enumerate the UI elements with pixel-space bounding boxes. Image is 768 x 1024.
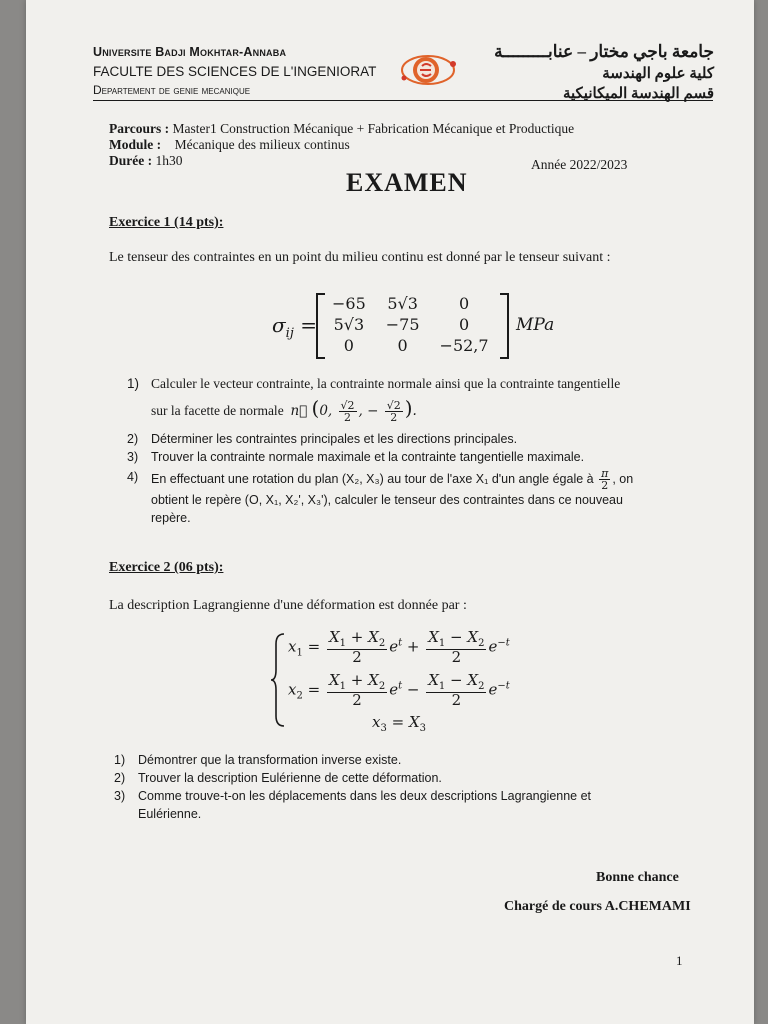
stress-matrix	[322, 293, 499, 356]
university-logo-icon	[396, 48, 460, 94]
faculty-name-ar: كلية علوم الهندسة	[602, 66, 714, 82]
question-1: 1) Démontrer que la transformation inverse existe.	[114, 753, 402, 767]
matrix-cell: −75	[385, 315, 420, 334]
course-info	[109, 121, 574, 169]
matrix-cell: −52,7	[439, 336, 489, 355]
question-2: 2) Trouver la description Eulérienne de cette déformation.	[114, 771, 442, 785]
question-1-text-b: sur la facette de normale	[151, 403, 284, 418]
question-3: 3) Trouver la contrainte normale maximale et la contrainte tangentielle maximale.	[127, 450, 585, 464]
university-name-ar: جامعة باجي مختار – عنابـــــــــة	[494, 42, 714, 61]
matrix-cell: 5√3	[333, 315, 365, 334]
angle-pi-over-2: $\frac{\pi}{2}$	[601, 467, 609, 492]
sigma-symbol: σ	[272, 313, 286, 337]
stress-unit: MPa	[516, 315, 555, 335]
department-name-ar: قسم الهندسة الميكانيكية	[562, 86, 714, 102]
module-line	[109, 137, 574, 153]
question-1: 1) Calculer le vecteur contrainte, la contrainte normale ainsi que la contrainte tangentielle sur la facette de normale n⃗ (0, $\frac{√2}{2}$ , − $\frac{√2}{2}$ ).	[127, 376, 621, 424]
question-4-text-a: En effectuant une rotation du plan (X₂, X₃) au tour de l'axe X₁ d'un angle égale à	[151, 471, 594, 486]
academic-year: Année 2022/2023	[531, 157, 628, 172]
question-3: 3) Comme trouve-t-on les déplacements dans les deux descriptions Lagrangienne et Eulérienne.	[114, 789, 592, 821]
duree-line	[109, 153, 574, 169]
equation-x3: $x_3 = X_3$	[372, 713, 427, 734]
exercise-1-questions-cont	[109, 430, 709, 527]
course-instructor: Chargé de cours A.CHEMAMI	[504, 899, 691, 914]
exercise-2-heading: Exercice 2 (06 pts):	[109, 560, 224, 575]
department-name-fr: Departement de genie mecanique	[93, 83, 251, 97]
matrix-cell: 0	[397, 336, 408, 355]
parcours-value: Master1 Construction Mécanique + Fabrication Mécanique et Productique	[172, 121, 575, 136]
question-2-text: Déterminer les contraintes principales et les directions principales.	[151, 432, 518, 446]
sigma-subscript: ij	[285, 326, 294, 341]
normal-vector: n⃗ (0, $\frac{√2}{2}$ , − $\frac{√2}{2}$ ).	[290, 396, 417, 424]
question-4-text-d: repère.	[151, 511, 191, 525]
ex2-question-3-text-b: Eulérienne.	[138, 807, 202, 821]
parcours-line	[109, 121, 574, 137]
matrix-row	[322, 335, 499, 356]
ex2-question-1-text: Démontrer que la transformation inverse existe.	[138, 753, 402, 767]
duree-value: 1h30	[155, 153, 183, 168]
matrix-cell: 0	[458, 294, 470, 313]
question-4-text-c: obtient le repère (O, X₁, X₂', X₃'), calculer le tenseur des contraintes dans ce nouveau	[151, 493, 623, 507]
module-value: Mécanique des milieux continus	[174, 137, 350, 152]
exercise-1-intro: Le tenseur des contraintes en un point du milieu continu est donné par le tenseur suivant :	[109, 250, 611, 265]
matrix-cell: 0	[343, 336, 354, 355]
system-brace-icon	[270, 632, 286, 728]
matrix-cell: 0	[458, 315, 470, 334]
university-name-fr: Universite Badji Mokhtar-Annaba	[93, 45, 287, 59]
matrix-cell: −65	[332, 294, 366, 313]
exercise-1-questions	[109, 375, 709, 423]
question-3-text: Trouver la contrainte normale maximale et la contrainte tangentielle maximale.	[151, 450, 585, 464]
equation-x2: $x_2$ = $\frac{X_1 + X_2}{2}$ $e^t$ − $\frac{X_1 - X_2}{2}$ $e^{-t}$	[288, 671, 510, 709]
bonne-chance: Bonne chance	[596, 870, 679, 885]
exam-sheet	[26, 0, 754, 1024]
question-1-text: Calculer le vecteur contrainte, la contrainte normale ainsi que la contrainte tangentielle	[151, 376, 621, 391]
matrix-row	[322, 314, 499, 335]
matrix-row	[322, 293, 499, 314]
ex2-question-2-text: Trouver la description Eulérienne de cette déformation.	[138, 771, 442, 785]
question-4-text-b: , on	[612, 471, 634, 486]
faculty-name-fr: FACULTE DES SCIENCES DE L'INGENIORAT	[93, 64, 377, 79]
duree-label: Durée :	[109, 153, 153, 168]
stress-tensor-symbol: $\sigma_{ij}$ =	[272, 313, 317, 341]
question-2: 2) Déterminer les contraintes principales et les directions principales.	[127, 432, 518, 446]
exercise-2-questions	[96, 751, 716, 823]
exercise-2-intro: La description Lagrangienne d'une déformation est donnée par :	[109, 598, 467, 613]
page-number: 1	[676, 953, 683, 968]
ex2-question-3-text-a: Comme trouve-t-on les déplacements dans les deux descriptions Lagrangienne et	[138, 789, 592, 803]
equation-x1: $x_1$ = $\frac{X_1 + X_2}{2}$ $e^t$ + $\frac{X_1 - X_2}{2}$ $e^{-t}$	[288, 628, 510, 666]
exam-title: EXAMEN	[346, 168, 468, 197]
exercise-1-heading: Exercice 1 (14 pts):	[109, 215, 224, 230]
parcours-label: Parcours :	[109, 121, 170, 136]
question-1-normal-line	[151, 396, 417, 424]
question-4: 4) En effectuant une rotation du plan (X₂, X₃) au tour de l'axe X₁ d'un angle égale à $\frac{\pi}{2}$ , on obtient le repère (O, X₁, X₂', X₃'), calculer le tenseur des contraintes dans ce nouveau repère.	[127, 467, 634, 525]
matrix-cell: 5√3	[387, 294, 418, 313]
module-label: Module :	[109, 137, 162, 152]
matrix-right-bracket	[500, 293, 509, 359]
